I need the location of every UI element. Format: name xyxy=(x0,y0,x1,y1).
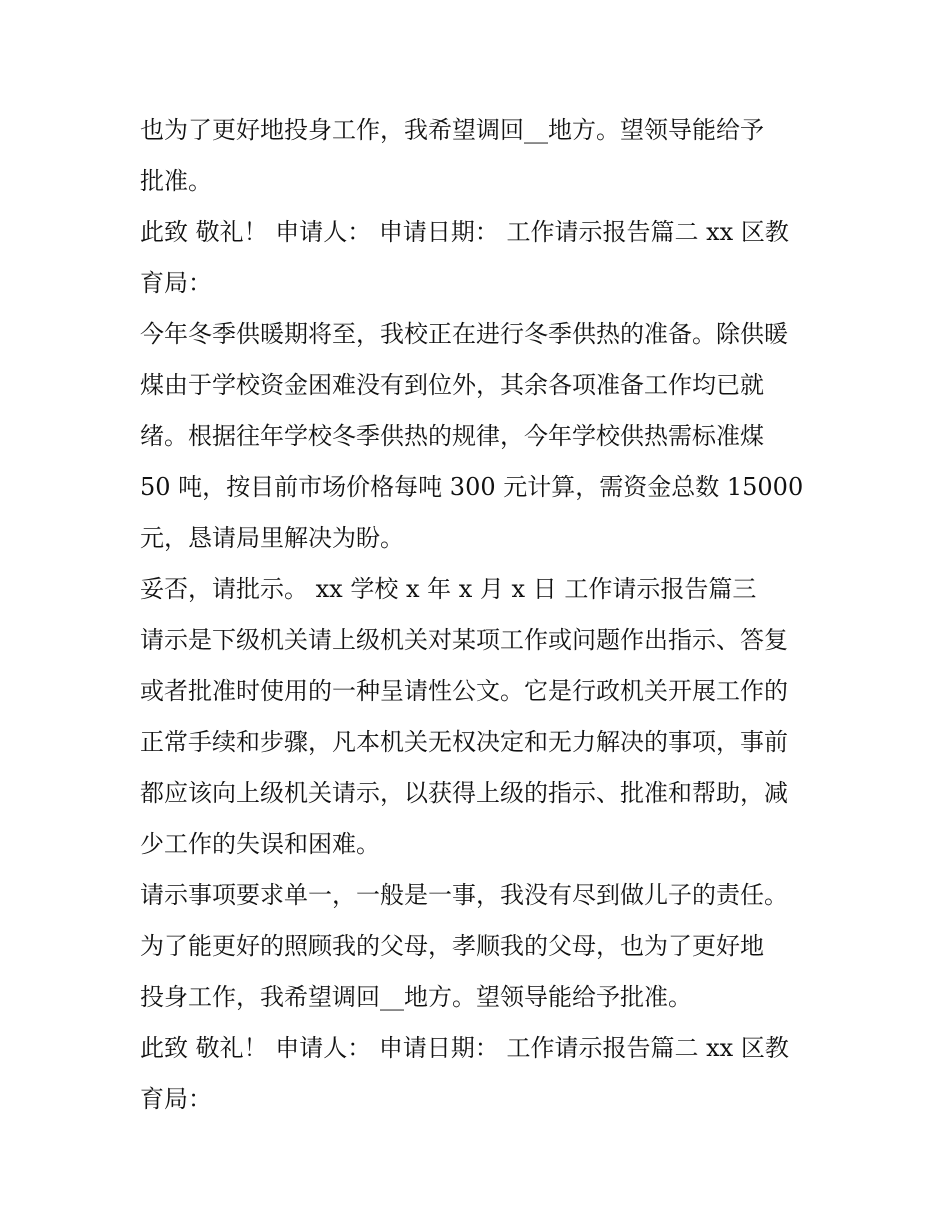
text-line: 都应该向上级机关请示，以获得上级的指示、批准和帮助，减 xyxy=(140,779,788,807)
text-line: 也为了更好地投身工作，我希望调回__地方。望领导能给予 xyxy=(140,116,764,144)
text-line: 育局： xyxy=(140,1085,212,1113)
text-line: 绪。根据往年学校冬季供热的规律，今年学校供热需标准煤 xyxy=(140,422,764,450)
text-line: 此致 敬礼！ 申请人： 申请日期： 工作请示报告篇二 xx 区教 xyxy=(140,1034,789,1062)
text-line: 或者批准时使用的一种呈请性公文。它是行政机关开展工作的 xyxy=(140,677,788,705)
text-line: 请示是下级机关请上级机关对某项工作或问题作出指示、答复 xyxy=(140,626,788,654)
text-line: 正常手续和步骤，凡本机关无权决定和无力解决的事项，事前 xyxy=(140,728,788,756)
text-line: 元，恳请局里解决为盼。 xyxy=(140,524,404,552)
text-line: 育局： xyxy=(140,269,212,297)
text-line: 少工作的失误和困难。 xyxy=(140,830,380,858)
text-line: 今年冬季供暖期将至，我校正在进行冬季供热的准备。除供暖 xyxy=(140,320,788,348)
text-line: 批准。 xyxy=(140,167,212,195)
text-line: 投身工作，我希望调回__地方。望领导能给予批准。 xyxy=(140,983,692,1011)
document-body xyxy=(140,105,820,1125)
text-line: 妥否，请批示。 xx 学校 x 年 x 月 x 日 工作请示报告篇三 xyxy=(140,575,757,603)
text-line: 此致 敬礼！ 申请人： 申请日期： 工作请示报告篇二 xx 区教 xyxy=(140,218,789,246)
text-line: 50 吨，按目前市场价格每吨 300 元计算，需资金总数 15000 xyxy=(140,473,804,501)
text-line: 请示事项要求单一，一般是一事，我没有尽到做儿子的责任。 xyxy=(140,881,788,909)
text-line: 煤由于学校资金困难没有到位外，其余各项准备工作均已就 xyxy=(140,371,764,399)
text-line: 为了能更好的照顾我的父母，孝顺我的父母，也为了更好地 xyxy=(140,932,764,960)
